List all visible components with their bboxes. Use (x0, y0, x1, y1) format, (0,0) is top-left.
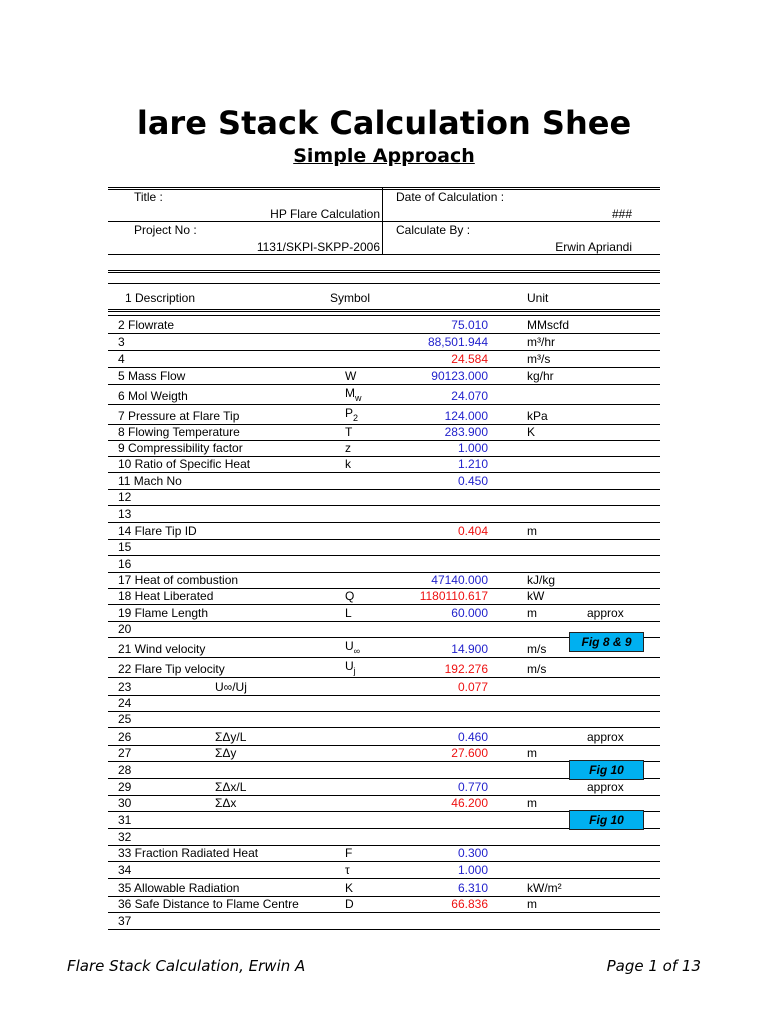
row-divider (108, 350, 660, 351)
divider (108, 315, 660, 316)
row-note: approx (587, 780, 624, 794)
row-divider (108, 333, 660, 334)
row-value: 60.000 (451, 606, 488, 620)
row-description: 23 (118, 680, 132, 694)
row-value: 24.584 (451, 352, 488, 366)
row-value: 14.900 (451, 642, 488, 656)
symbol-text: U (345, 639, 354, 653)
date-label: Date of Calculation : (396, 190, 505, 204)
calc-by-label: Calculate By : (396, 223, 471, 237)
row-value: 24.070 (451, 389, 488, 403)
row-divider (108, 727, 660, 728)
divider (108, 272, 660, 273)
row-description: 30 (118, 796, 132, 810)
row-value: 0.460 (457, 730, 488, 744)
row-unit: m (527, 524, 537, 538)
row-unit: m³/hr (527, 335, 555, 349)
row-value: 46.200 (451, 796, 488, 810)
row-description: 35 Allowable Radiation (118, 881, 240, 895)
row-divider (108, 795, 660, 796)
footer-left: Flare Stack Calculation, Erwin A (67, 957, 306, 975)
row-divider (108, 711, 660, 712)
row-description: 37 (118, 914, 132, 928)
page-subtitle (0, 145, 768, 167)
row-symbol (345, 846, 352, 860)
row-divider (108, 555, 660, 556)
divider (108, 254, 660, 255)
symbol-text: Q (345, 589, 355, 603)
title-label: Title : (134, 190, 163, 204)
row-unit: kPa (527, 409, 548, 423)
project-label: Project No : (134, 223, 197, 237)
row-description: 5 Mass Flow (118, 369, 186, 383)
subtitle-text: Simple Approach (293, 145, 475, 167)
row-description: 28 (118, 763, 132, 777)
row-unit: kW (527, 589, 545, 603)
symbol-text: K (345, 881, 354, 895)
row-unit: MMscfd (527, 318, 569, 332)
row-value: 88,501.944 (427, 335, 488, 349)
row-value: 1.000 (457, 441, 488, 455)
row-description: 21 Wind velocity (118, 642, 206, 656)
symbol-text: ΣΔy/L (215, 730, 247, 744)
row-description: 4 (118, 352, 125, 366)
row-value: 1.210 (457, 457, 488, 471)
divider (108, 309, 660, 310)
row-divider (108, 657, 660, 658)
row-description: 12 (118, 490, 132, 504)
row-value: 27.600 (451, 746, 488, 760)
row-value: 283.900 (444, 425, 488, 439)
symbol-text: ΣΔy (215, 746, 237, 760)
row-unit: m³/s (527, 352, 551, 366)
symbol-subscript: j (353, 666, 356, 676)
row-description: 26 (118, 730, 132, 744)
column-symbol: Symbol (330, 291, 371, 305)
row-description: 24 (118, 696, 132, 710)
divider (108, 221, 660, 222)
symbol-text: T (345, 425, 353, 439)
row-divider (108, 912, 660, 913)
row-description: 22 Flare Tip velocity (118, 662, 225, 676)
row-symbol (345, 441, 351, 455)
row-unit: kW/m² (527, 881, 562, 895)
row-symbol (345, 863, 350, 877)
row-divider (108, 878, 660, 879)
row-symbol (215, 746, 236, 760)
symbol-text: τ (345, 863, 350, 877)
row-value: 124.000 (444, 409, 488, 423)
row-symbol (215, 730, 246, 744)
divider (108, 270, 660, 271)
symbol-text: D (345, 897, 354, 911)
row-description: 34 (118, 863, 132, 877)
row-unit: m/s (527, 642, 547, 656)
divider (108, 283, 660, 284)
row-value: 1.000 (457, 863, 488, 877)
row-divider (108, 384, 660, 385)
row-description: 20 (118, 622, 132, 636)
column-unit: Unit (527, 291, 549, 305)
symbol-text: U (345, 659, 354, 673)
calc-by-value: Erwin Apriandi (555, 240, 632, 254)
row-description: 8 Flowing Temperature (118, 425, 240, 439)
row-description: 31 (118, 813, 132, 827)
row-description: 9 Compressibility factor (118, 441, 243, 455)
row-unit: m (527, 796, 537, 810)
row-value: 0.770 (457, 780, 488, 794)
row-description: 16 (118, 557, 132, 571)
row-divider (108, 604, 660, 605)
symbol-subscript: ∞ (353, 646, 361, 656)
row-value: 90123.000 (431, 369, 488, 383)
column-description: 1 Description (125, 291, 196, 305)
row-value: 47140.000 (431, 573, 488, 587)
row-description: 33 Fraction Radiated Heat (118, 846, 259, 860)
row-description: 15 (118, 540, 132, 554)
row-symbol (215, 796, 236, 810)
row-note: approx (587, 730, 624, 744)
row-symbol (215, 680, 247, 694)
symbol-text: P (345, 406, 354, 420)
project-value: 1131/SKPI-SKPP-2006 (256, 240, 380, 254)
row-divider (108, 929, 660, 930)
row-divider (108, 472, 660, 473)
row-divider (108, 861, 660, 862)
row-divider (108, 745, 660, 746)
row-divider (108, 489, 660, 490)
row-value: 0.077 (457, 680, 488, 694)
row-divider (108, 695, 660, 696)
divider (108, 189, 660, 190)
row-description: 2 Flowrate (118, 318, 175, 332)
row-symbol (345, 386, 362, 401)
row-description: 18 Heat Liberated (118, 589, 214, 603)
symbol-text: k (345, 457, 351, 471)
row-unit: K (527, 425, 536, 439)
row-unit: kg/hr (527, 369, 554, 383)
row-symbol (345, 659, 356, 674)
row-unit: m (527, 746, 537, 760)
page-title: lare Stack Calculation Shee (136, 104, 632, 142)
row-symbol (345, 369, 356, 383)
row-unit: m (527, 897, 537, 911)
row-description: 36 Safe Distance to Flame Centre (118, 897, 299, 911)
row-description: 25 (118, 712, 132, 726)
symbol-text: ΣΔx (215, 796, 237, 810)
symbol-subscript: w (355, 393, 362, 403)
symbol-text: U∞/Uj (215, 680, 247, 694)
date-value: ### (611, 207, 632, 221)
row-divider (108, 367, 660, 368)
row-symbol (345, 589, 354, 603)
row-divider (108, 621, 660, 622)
row-description: 17 Heat of combustion (118, 573, 239, 587)
row-symbol (345, 606, 352, 620)
row-unit: m (527, 606, 537, 620)
divider (108, 311, 660, 312)
symbol-text: z (345, 441, 351, 455)
row-symbol (215, 780, 246, 794)
row-value: 66.836 (451, 897, 488, 911)
title-value: HP Flare Calculation (270, 207, 380, 221)
row-value: 0.300 (457, 846, 488, 860)
row-symbol (345, 425, 352, 439)
symbol-text: L (345, 606, 352, 620)
row-value: 0.450 (457, 474, 488, 488)
row-divider (108, 522, 660, 523)
row-description: 14 Flare Tip ID (118, 524, 197, 538)
fig-reference-box: Fig 8 & 9 (569, 632, 644, 652)
row-symbol (345, 639, 360, 654)
symbol-text: W (345, 369, 357, 383)
row-divider (108, 539, 660, 540)
row-description: 29 (118, 780, 132, 794)
footer-right: Page 1 of 13 (606, 957, 701, 975)
row-symbol (345, 881, 353, 895)
row-description: 7 Pressure at Flare Tip (118, 409, 240, 423)
row-value: 75.010 (451, 318, 488, 332)
row-description: 27 (118, 746, 132, 760)
row-divider (108, 505, 660, 506)
row-description: 3 (118, 335, 125, 349)
row-note: approx (587, 606, 624, 620)
row-symbol (345, 406, 358, 421)
row-unit: m/s (527, 662, 547, 676)
row-symbol (345, 897, 354, 911)
row-unit: kJ/kg (527, 573, 556, 587)
symbol-text: M (345, 386, 355, 400)
row-value: 1180110.617 (419, 589, 488, 603)
row-description: 6 Mol Weigth (118, 389, 188, 403)
fig-reference-box: Fig 10 (569, 810, 644, 830)
row-description: 13 (118, 507, 132, 521)
fig-reference-box: Fig 10 (569, 760, 644, 780)
symbol-text: ΣΔx/L (215, 780, 247, 794)
row-description: 19 Flame Length (118, 606, 209, 620)
row-value: 6.310 (457, 881, 488, 895)
row-symbol (345, 457, 351, 471)
row-value: 192.276 (444, 662, 488, 676)
divider (108, 187, 660, 188)
row-description: 11 Mach No (118, 474, 182, 488)
row-description: 32 (118, 830, 132, 844)
symbol-subscript: 2 (353, 413, 359, 423)
row-description: 10 Ratio of Specific Heat (118, 457, 251, 471)
row-value: 0.404 (457, 524, 488, 538)
row-divider (108, 404, 660, 405)
symbol-text: F (345, 846, 353, 860)
row-divider (108, 677, 660, 678)
